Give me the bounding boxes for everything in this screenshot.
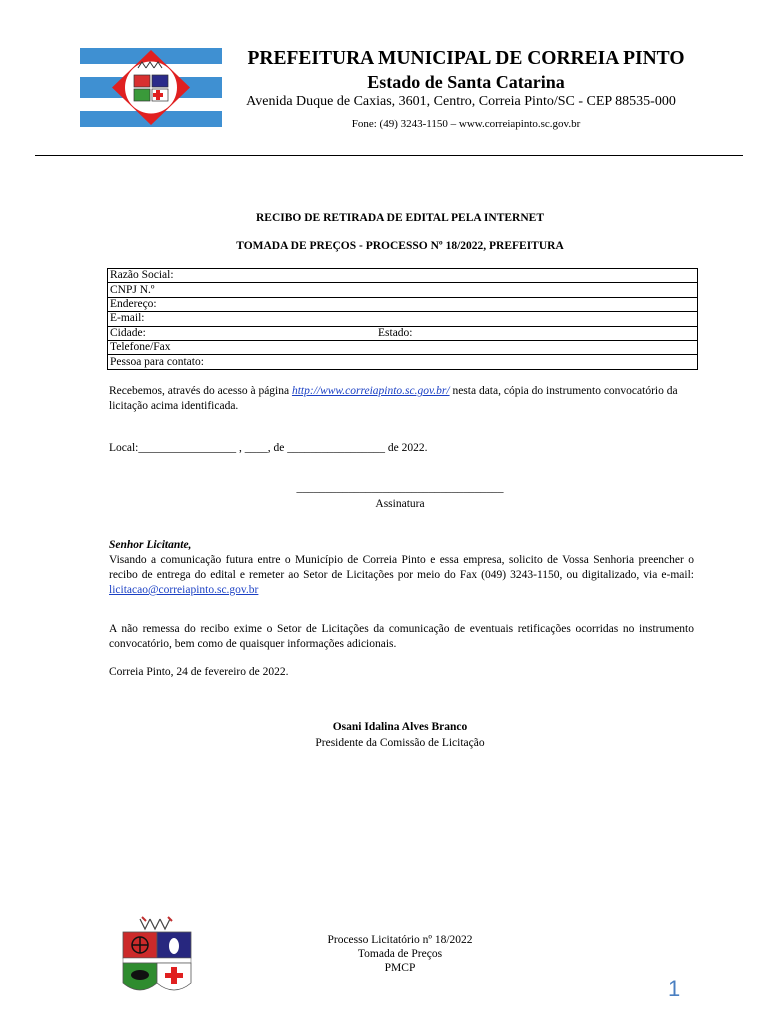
footer-org: PMCP — [384, 962, 416, 974]
field-cnpj[interactable]: CNPJ N.º — [108, 283, 698, 297]
footer-process: Processo Licitatório nº 18/2022 — [327, 934, 473, 946]
company-info-form — [107, 268, 698, 370]
field-cidade-label: Cidade: — [110, 326, 146, 339]
footer-block — [300, 933, 500, 975]
signature-line: ____________________________________ — [296, 482, 504, 494]
header-contact: Fone: (49) 3243-1150 – www.correiapinto.sc.gov.br — [351, 118, 581, 130]
receipt-text-after: nesta data, cópia do instrumento convocatório da licitação acima identificada. — [109, 385, 678, 412]
document-subtitle: TOMADA DE PREÇOS - PROCESSO Nº 18/2022, PREFEITURA — [236, 240, 564, 252]
header-divider — [35, 155, 743, 156]
notice-body-text: Visando a comunicação futura entre o Município de Correia Pinto e essa empresa, solicito de Vossa Senhoria preencher o recibo de entrega do edital e remeter ao Setor de Licitações por meio do Fax (049) 3243-1150, ou digitalizado, via e-mail: — [109, 554, 694, 581]
signatory-name: Osani Idalina Alves Branco — [332, 721, 468, 733]
signature-label: Assinatura — [375, 498, 425, 510]
municipal-flag — [80, 48, 222, 127]
field-cidade-estado[interactable] — [108, 326, 698, 340]
field-email[interactable]: E-mail: — [108, 312, 698, 326]
receipt-paragraph — [109, 384, 689, 414]
field-pessoa-contato[interactable]: Pessoa para contato: — [108, 355, 698, 369]
header-title: PREFEITURA MUNICIPAL DE CORREIA PINTO — [247, 48, 685, 69]
notice-date: Correia Pinto, 24 de fevereiro de 2022. — [109, 666, 289, 678]
field-estado-label: Estado: — [378, 326, 413, 339]
website-link[interactable]: http://www.correiapinto.sc.gov.br/ — [291, 385, 450, 397]
field-razao-social[interactable]: Razão Social: — [108, 269, 698, 283]
coat-of-arms-logo — [120, 915, 194, 997]
signatory-role: Presidente da Comissão de Licitação — [315, 737, 485, 749]
local-date-line: Local:_________________ , ____, de _________________ de 2022. — [109, 442, 428, 454]
notice-body — [109, 553, 694, 598]
email-link[interactable]: licitacao@correiapinto.sc.gov.br — [109, 584, 259, 596]
page-number: 1 — [668, 976, 681, 1001]
notice-paragraph-2: A não remessa do recibo exime o Setor de Licitações da comunicação de eventuais retificações ocorridas no instrumento convocatório, bem como de quaisquer informações adicionais. — [109, 623, 694, 650]
document-title: RECIBO DE RETIRADA DE EDITAL PELA INTERNET — [256, 212, 544, 224]
field-endereco[interactable]: Endereço: — [108, 297, 698, 311]
notice-salutation: Senhor Licitante, — [109, 539, 192, 551]
header-state: Estado de Santa Catarina — [367, 72, 565, 92]
field-telefone[interactable]: Telefone/Fax — [108, 340, 698, 354]
header-address: Avenida Duque de Caxias, 3601, Centro, Correia Pinto/SC - CEP 88535-000 — [246, 94, 676, 109]
footer-modality: Tomada de Preços — [357, 948, 443, 960]
receipt-text-before: Recebemos, através do acesso à página — [109, 385, 292, 397]
